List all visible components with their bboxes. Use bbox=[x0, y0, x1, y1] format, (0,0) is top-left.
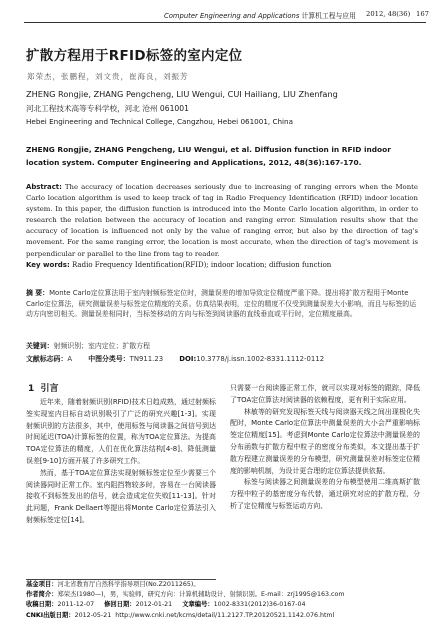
paragraph: 标签与阅读器之间测量误差的分布模型使用二维高斯扩散方程中粒子的基密度分布代替，通过研究对应的扩散方程，分析了定位精度与标签运动方向、 bbox=[230, 478, 420, 510]
dates-line: 收稿日期：2011-12-07 修回日期：2012-01-21 文章编号：1002-8331(2012)36-0167-04 bbox=[26, 601, 306, 609]
cnki-link[interactable]: http://www.cnki.net/kcms/detail/11.2127.TP.20120521.1142.076.html bbox=[115, 611, 335, 619]
page-number: 167 bbox=[416, 10, 429, 18]
citation: ZHENG Rongjie, ZHANG Pengcheng, LIU Wengui, et al. Diffusion function in RFID indoor location system. Computer Engineering and Applications, 2012, 48(36):167-170. bbox=[26, 145, 391, 167]
keywords-cn-text: 射频识别；室内定位；扩散方程 bbox=[53, 342, 151, 350]
class-number: 中图分类号：TN911.23 bbox=[88, 355, 164, 363]
body-column-right bbox=[230, 383, 420, 513]
doi: DOI:10.3778/j.issn.1002-8331.1112-0112 bbox=[179, 355, 325, 363]
volume-issue: 2012, 48(36) bbox=[366, 10, 411, 18]
paragraph: 然而，基于TOA定位算法实现射频标签定位至少需要三个阅读器同时正常工作。室内阻挡物较多时，容易在一台阅读器接收不到标签发出的信号，就会造成定位失败[11-13]。针对此问题，Frank Dellaert等提出将Monte Carlo定位算法引入射频标签定位[14]。 bbox=[26, 468, 216, 524]
running-header bbox=[24, 7, 429, 23]
section-heading bbox=[28, 381, 59, 394]
fund-line: 基金项目：河北省教育厅自然科学指导项目(No.Z2011265)。 bbox=[26, 581, 200, 588]
doc-code: 文献标志码：A bbox=[26, 355, 73, 363]
paragraph: 近年来，随着射频识别(RFID)技术日趋成熟，通过射频标签实现室内目标自动识别吸引了广泛的研究兴趣[1-3]。实现射频识别的方法很多，其中，使用标签与阅读器之间信号到达时间延迟(TOA)计算标签的位置，称为TOA定位算法。为提高TOA定位算法的精度，人们在优化算法结构[4-8]、降低测量误差[9-10]方面开展了许多研究工作。 bbox=[26, 398, 216, 465]
abstract-cn-label: 摘 要： bbox=[26, 289, 50, 297]
abstract-chinese bbox=[26, 288, 418, 320]
keywords-label: Key words: bbox=[26, 261, 70, 269]
authors-english: ZHENG Rongjie, ZHANG Pengcheng, LIU Wengui, CUI Hailiang, LIU Zhenfang bbox=[26, 89, 338, 99]
section-title: 引言 bbox=[40, 384, 59, 394]
paper-title: 扩散方程用于RFID标签的室内定位 bbox=[26, 48, 243, 64]
document-info bbox=[26, 353, 418, 363]
affiliation-chinese: 河北工程技术高等专科学校，河北 沧州 061001 bbox=[26, 104, 189, 113]
cnki-line: CNKI出版日期：2012-05-21 http://www.cnki.net/kcms/detail/11.2127.TP.20120521.1142.076.html bbox=[26, 611, 335, 619]
section-number: 1 bbox=[28, 384, 35, 394]
journal-name: Computer Engineering and Applications 计算机工程与应用 bbox=[164, 12, 356, 20]
paragraph: 只需要一台阅读器正常工作，就可以实现对标签的跟踪，降低了TOA定位算法对阅读器的依赖程度，更有利于实际应用。 bbox=[230, 384, 420, 404]
footnotes bbox=[26, 580, 418, 620]
header-rule bbox=[24, 22, 426, 23]
author-line: 作者简介：郑荣杰(1980—)，男，实验师，研究方向：计算机辅助设计、射频识别。E-mail：zrj1995@163.com bbox=[26, 591, 345, 599]
abstract-text: The accuracy of location decreases seriously due to increasing of ranging errors when the Monte Carlo location algorithm is used to keep track of tag in Radio Frequency Identification (RFID) indoor location system. In this paper, the diffusion function is introduced into the Monte Carlo location algorithm, in order to research the relation between the accuracy of location and ranging error. Simulation results show that the accuracy of location is influenced not only by the value of ranging error, but also by the direction of tag's movement. For the same ranging error, the location is most accurate, when the direction of tag's movement is perpendicular or parallel to the line from tag to reader. bbox=[26, 183, 418, 258]
abstract-label: Abstract: bbox=[26, 183, 62, 191]
keywords-chinese bbox=[26, 340, 150, 350]
keywords-cn-label: 关键词： bbox=[26, 342, 54, 350]
paragraph: 林敏等的研究发现标签天线与阅读器天线之间出现极化失配时，Monte Carlo定位算法中测量误差的大小会严重影响标签定位精度[15]。考虑到Monte Carlo定位算法中测量误差的分布函数与扩散方程中粒子的密度分布类似，本文提出基于扩散方程建立测量误差的分布模型，研究测量误差对标签定位精度的影响机制，为设计更合理的定位算法提供依据。 bbox=[230, 407, 420, 475]
abstract-cn-text: Monte Carlo定位算法用于室内射频标签定位时，测量误差的增加导致定位精度严重下降。提出将扩散方程用于Monte Carlo定位算法，研究测量误差与标签定位精度的关系。仿真结果表明，定位的精度不仅受到测量误差大小影响，而且与标签的运动方向密切相关。测量误差相同时，当标签移动的方向与标签到阅读器的直线垂直或平行时，定位精度最高。 bbox=[26, 289, 417, 318]
abstract-english bbox=[26, 182, 418, 260]
body-column-left bbox=[26, 397, 216, 527]
keywords-text: Radio Frequency Identification(RFID); indoor location; diffusion function bbox=[72, 261, 332, 269]
authors-chinese: 郑荣杰，张鹏程，刘文贵，崔海良，刘振芳 bbox=[27, 72, 189, 81]
affiliation-english: Hebei Engineering and Technical College, Cangzhou, Hebei 061001, China bbox=[26, 117, 294, 126]
keywords-english bbox=[26, 261, 418, 269]
